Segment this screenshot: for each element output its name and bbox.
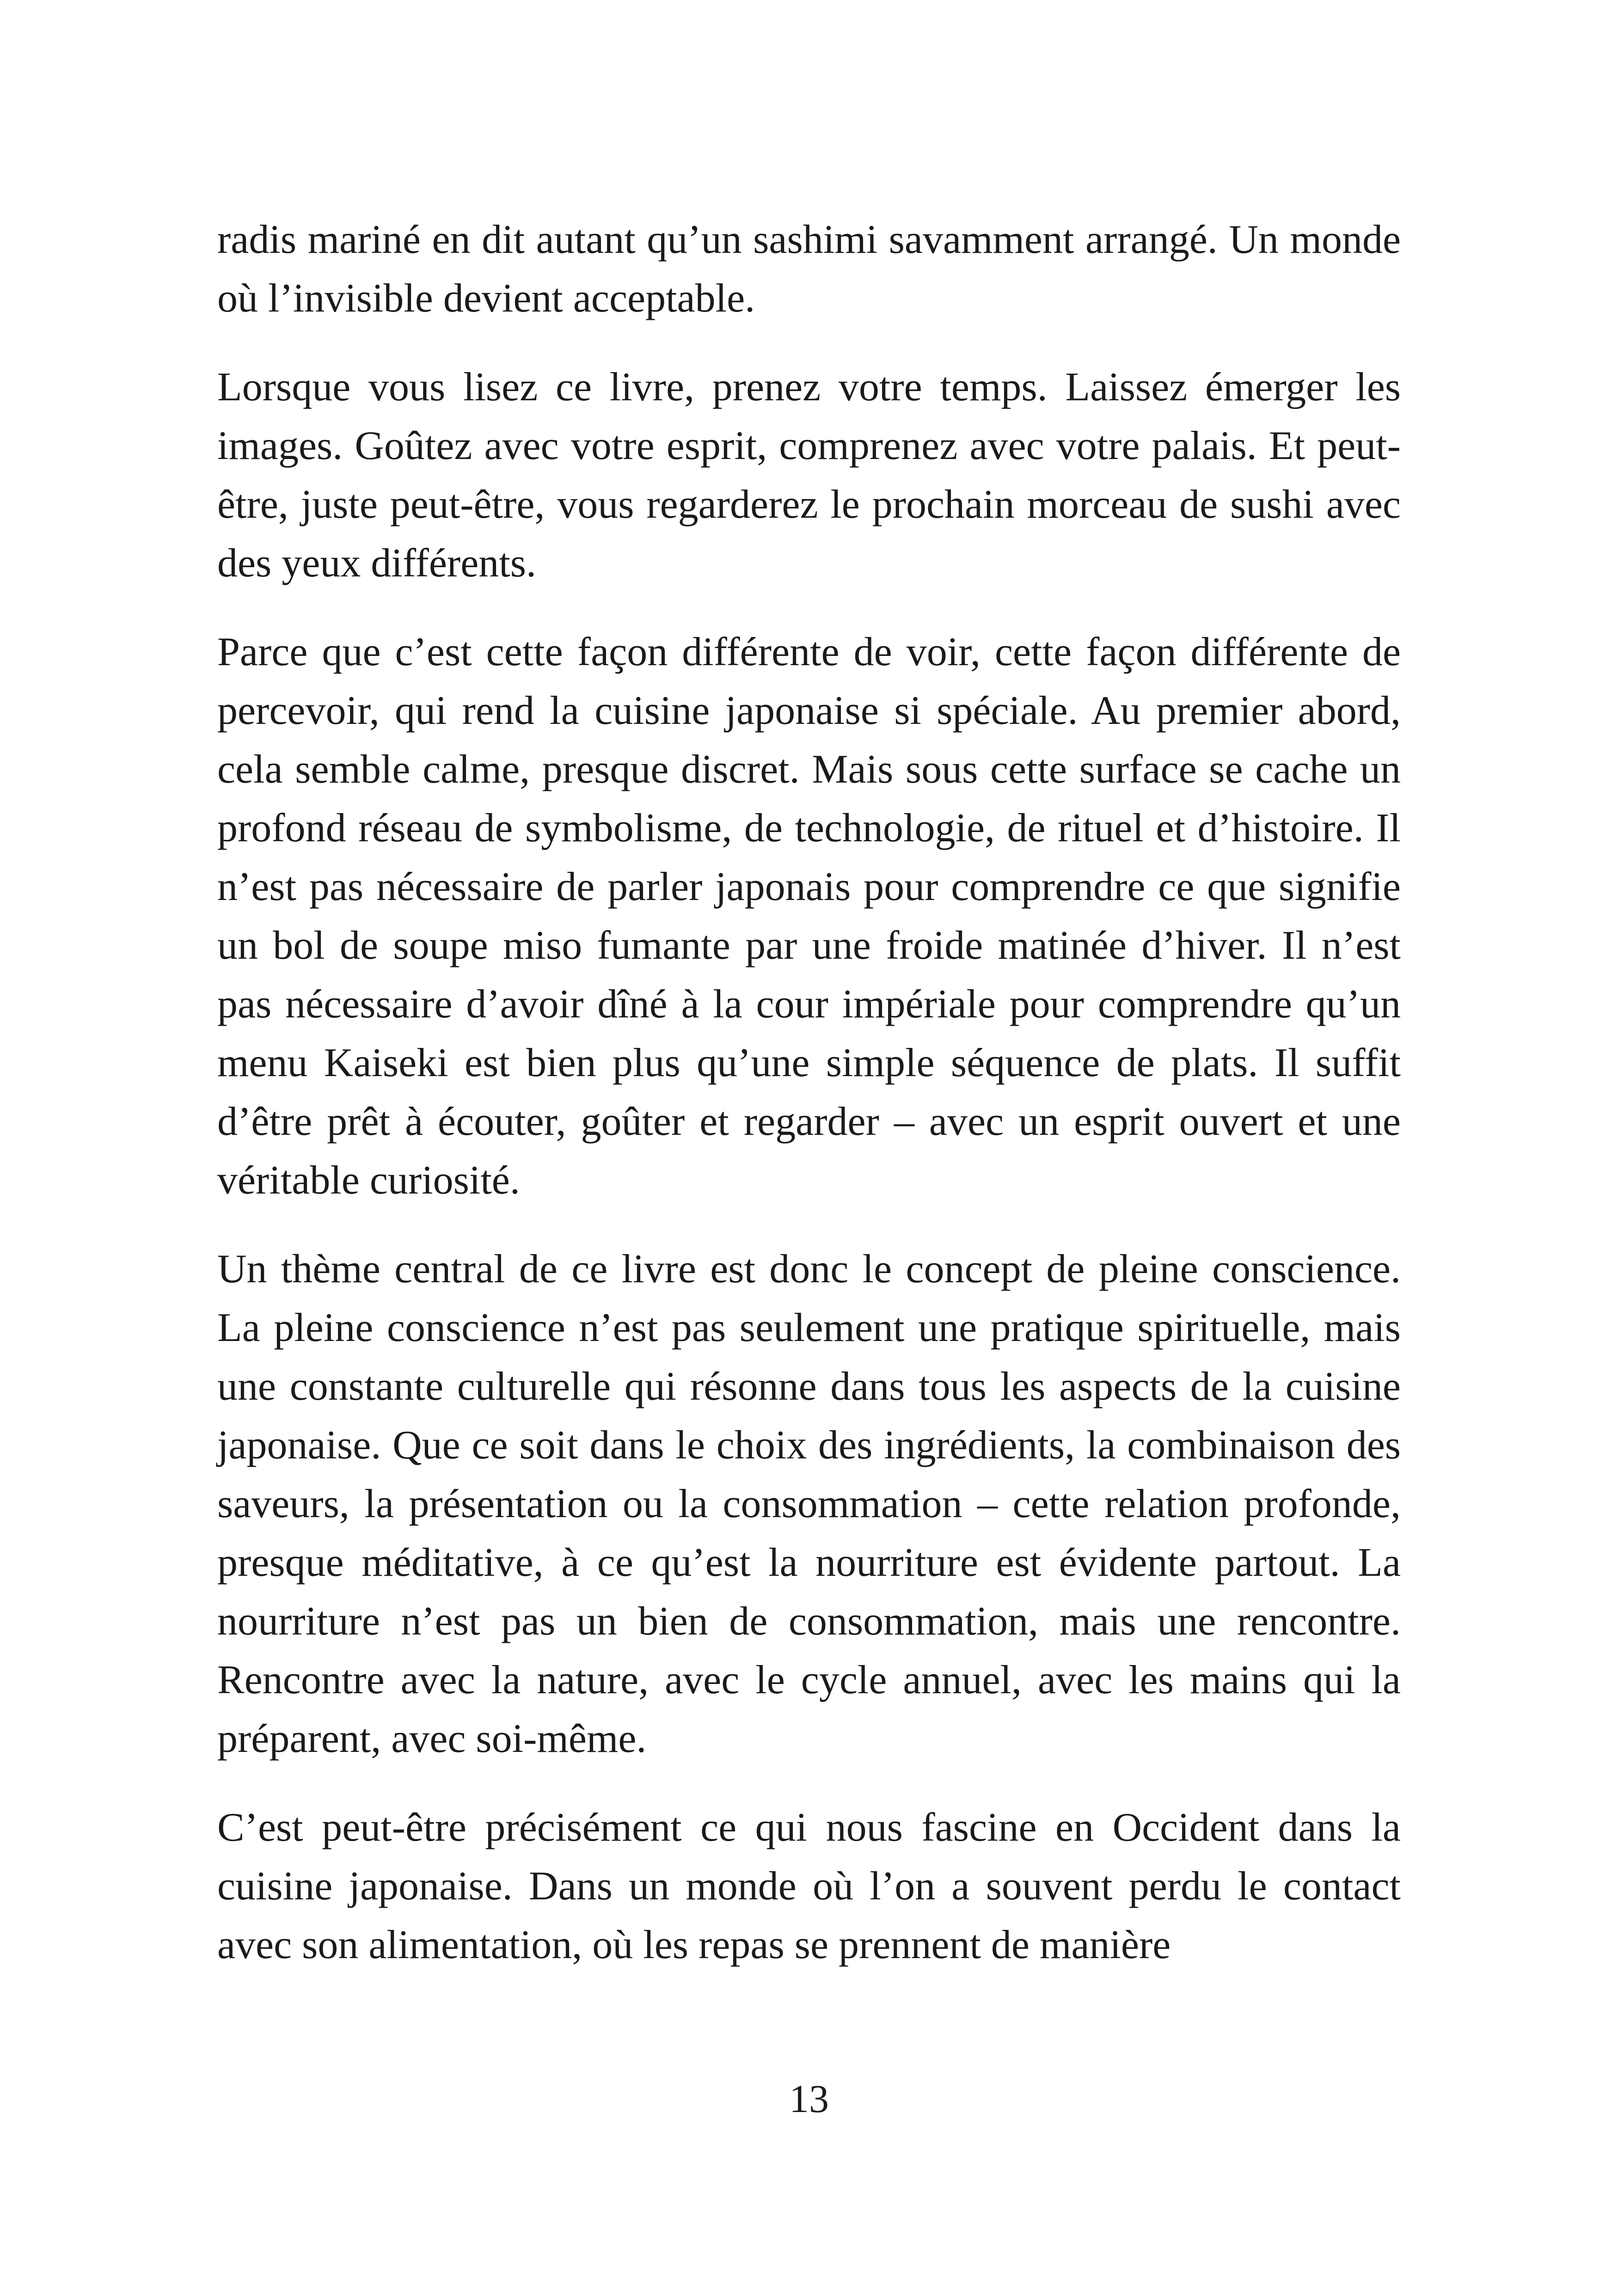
paragraph-5: C’est peut-être précisément ce qui nous fascine en Occident dans la cuisine japonaise. Dans un monde où l’on a souvent perdu le contact avec son alimentation, où les repas se prennent de manière xyxy=(217,1805,1401,1967)
body-text xyxy=(217,210,1401,1974)
paragraph-2: Lorsque vous lisez ce livre, prenez votre temps. Laissez émerger les images. Goûtez avec votre esprit, comprenez avec votre palais. Et peut-être, juste peut-être, vous regarderez le prochain morceau de sushi avec des yeux différents. xyxy=(217,365,1401,586)
paragraph-1: radis mariné en dit autant qu’un sashimi savamment arrangé. Un monde où l’invisible devient acceptable. xyxy=(217,217,1401,321)
paragraph-3: Parce que c’est cette façon différente de voir, cette façon différente de percevoir, qui rend la cuisine japonaise si spéciale. Au premier abord, cela semble calme, presque discret. Mais sous cette surface se cache un profond réseau de symbolisme, de technologie, de rituel et d’histoire. Il n’est pas nécessaire de parler japonais pour comprendre ce que signifie un bol de soupe miso fumante par une froide matinée d’hiver. Il n’est pas nécessaire d’avoir dîné à la cour impériale pour comprendre qu’un menu Kaiseki est bien plus qu’une simple séquence de plats. Il suffit d’être prêt à écouter, goûter et regarder – avec un esprit ouvert et une véritable curiosité. xyxy=(217,630,1401,1203)
page-number: 13 xyxy=(789,2076,829,2121)
paragraph-4: Un thème central de ce livre est donc le concept de pleine conscience. La pleine conscience n’est pas seulement une pratique spirituelle, mais une constante culturelle qui résonne dans tous les aspects de la cuisine japonaise. Que ce soit dans le choix des ingrédients, la combinaison des saveurs, la présentation ou la consommation – cette relation profonde, presque méditative, à ce qu’est la nourriture est évidente partout. La nourriture n’est pas un bien de consommation, mais une rencontre. Rencontre avec la nature, avec le cycle annuel, avec les mains qui la préparent, avec soi-même. xyxy=(217,1247,1401,1761)
